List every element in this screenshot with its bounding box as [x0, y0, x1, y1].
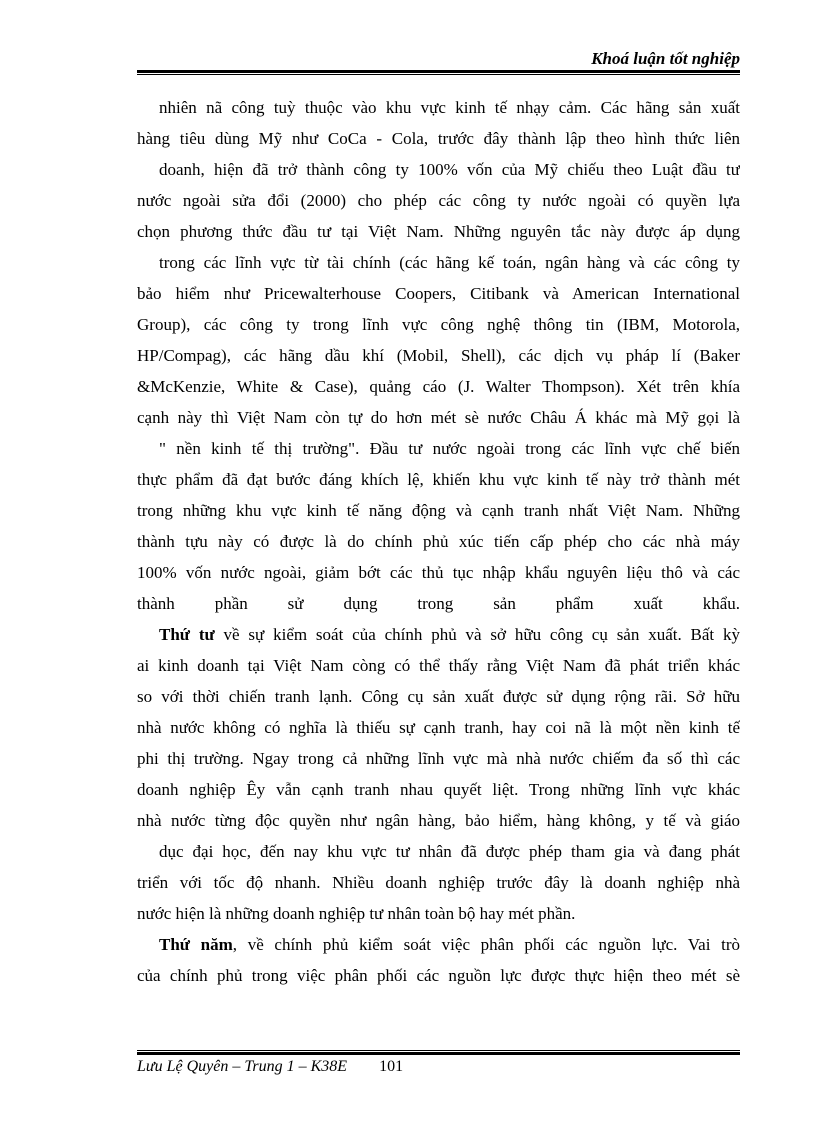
text-line: thành phần sử dụng trong sản phẩm xuất khẩu. [137, 594, 740, 613]
body-text [137, 92, 740, 991]
text-line: thành tựu này có được là do chính phủ xúc tiến cấp phép cho các nhà máy [137, 532, 740, 551]
text-line: chọn phương thức đầu tư tại Việt Nam. Những nguyên tắc này được áp dụng [137, 222, 740, 241]
page-header [137, 48, 740, 70]
text-line: Group), các công ty trong lĩnh vực công nghệ thông tin (IBM, Motorola, [137, 315, 740, 334]
text-line: phi thị trường. Ngay trong cả những lĩnh vực mà nhà nước chiếm đa số thì các [137, 749, 740, 768]
text-line [137, 929, 740, 960]
text-line: dục đại học, đến nay khu vực tư nhân đã được phép tham gia và đang phát [159, 842, 740, 861]
footer-author: Lưu Lệ Quyên – Trung 1 – K38E [137, 1058, 348, 1075]
text-line: cạnh này thì Việt Nam còn tự do hơn mét sè nước Châu Á khác mà Mỹ gọi là [137, 408, 740, 427]
paragraph-lead: Thứ tư [159, 625, 215, 644]
text-line: của chính phủ trong việc phân phối các nguồn lực được thực hiện theo mét sè [137, 966, 740, 985]
text-line: nhiên nã công tuỳ thuộc vào khu vực kinh tế nhạy cảm. Các hãng sản xuất [159, 98, 740, 117]
text-line: nhà nước không có nghĩa là thiếu sự cạnh tranh, hay coi nã là một nền kinh tế [137, 718, 740, 737]
footer-rule [137, 1050, 740, 1055]
text-line: bảo hiểm như Pricewalterhouse Coopers, Citibank và American International [137, 284, 740, 303]
text-line: triển với tốc độ nhanh. Nhiều doanh nghiệp trước đây là doanh nghiệp nhà [137, 873, 740, 892]
text-line: " nền kinh tế thị trường". Đầu tư nước ngoài trong các lĩnh vực chế biến [159, 439, 740, 458]
paragraph-lead: Thứ năm [159, 935, 233, 954]
page-number: 101 [379, 1058, 404, 1075]
text-line: 100% vốn nước ngoài, giảm bớt các thủ tục nhập khẩu nguyên liệu thô và các [137, 563, 740, 582]
text-line: doanh nghiệp Êy vẫn cạnh tranh nhau quyết liệt. Trong những lĩnh vực khác [137, 780, 740, 799]
text-line: trong các lĩnh vực từ tài chính (các hãng kế toán, ngân hàng và các công ty [159, 253, 740, 272]
text-line: trong những khu vực kinh tế năng động và cạnh tranh nhất Việt Nam. Những [137, 501, 740, 520]
page-footer [137, 1056, 403, 1078]
text-line: ai kinh doanh tại Việt Nam còng có thể thấy rằng Việt Nam đã phát triển khác [137, 656, 740, 675]
text-line: hàng tiêu dùng Mỹ như CoCa - Cola, trước đây thành lập theo hình thức liên [137, 129, 740, 148]
text-line: HP/Compag), các hãng dầu khí (Mobil, Shell), các dịch vụ pháp lí (Baker [137, 346, 740, 365]
text-line: nước ngoài sửa đổi (2000) cho phép các công ty nước ngoài có quyền lựa [137, 191, 740, 210]
text-line: &McKenzie, White & Case), quảng cáo (J. Walter Thompson). Xét trên khía [137, 377, 740, 396]
text-line: doanh, hiện đã trở thành công ty 100% vốn của Mỹ chiếu theo Luật đầu tư [159, 160, 740, 179]
text-run: về sự kiểm soát của chính phủ và sở hữu công cụ sản xuất. Bất kỳ [214, 625, 740, 644]
text-line: so với thời chiến tranh lạnh. Công cụ sản xuất được sử dụng rộng rãi. Sở hữu [137, 687, 740, 706]
header-title: Khoá luận tốt nghiệp [591, 49, 740, 68]
text-line: nước hiện là những doanh nghiệp tư nhân toàn bộ hay mét phần. [137, 904, 576, 923]
text-line: thực phẩm đã đạt bước đáng khích lệ, khiến khu vực kinh tế này trở thành mét [137, 470, 740, 489]
header-rule [137, 70, 740, 75]
text-line: nhà nước từng độc quyền như ngân hàng, bảo hiểm, hàng không, y tế và giáo [137, 811, 740, 830]
text-run: , về chính phủ kiểm soát việc phân phối các nguồn lực. Vai trò [232, 935, 740, 954]
text-line [137, 619, 740, 650]
